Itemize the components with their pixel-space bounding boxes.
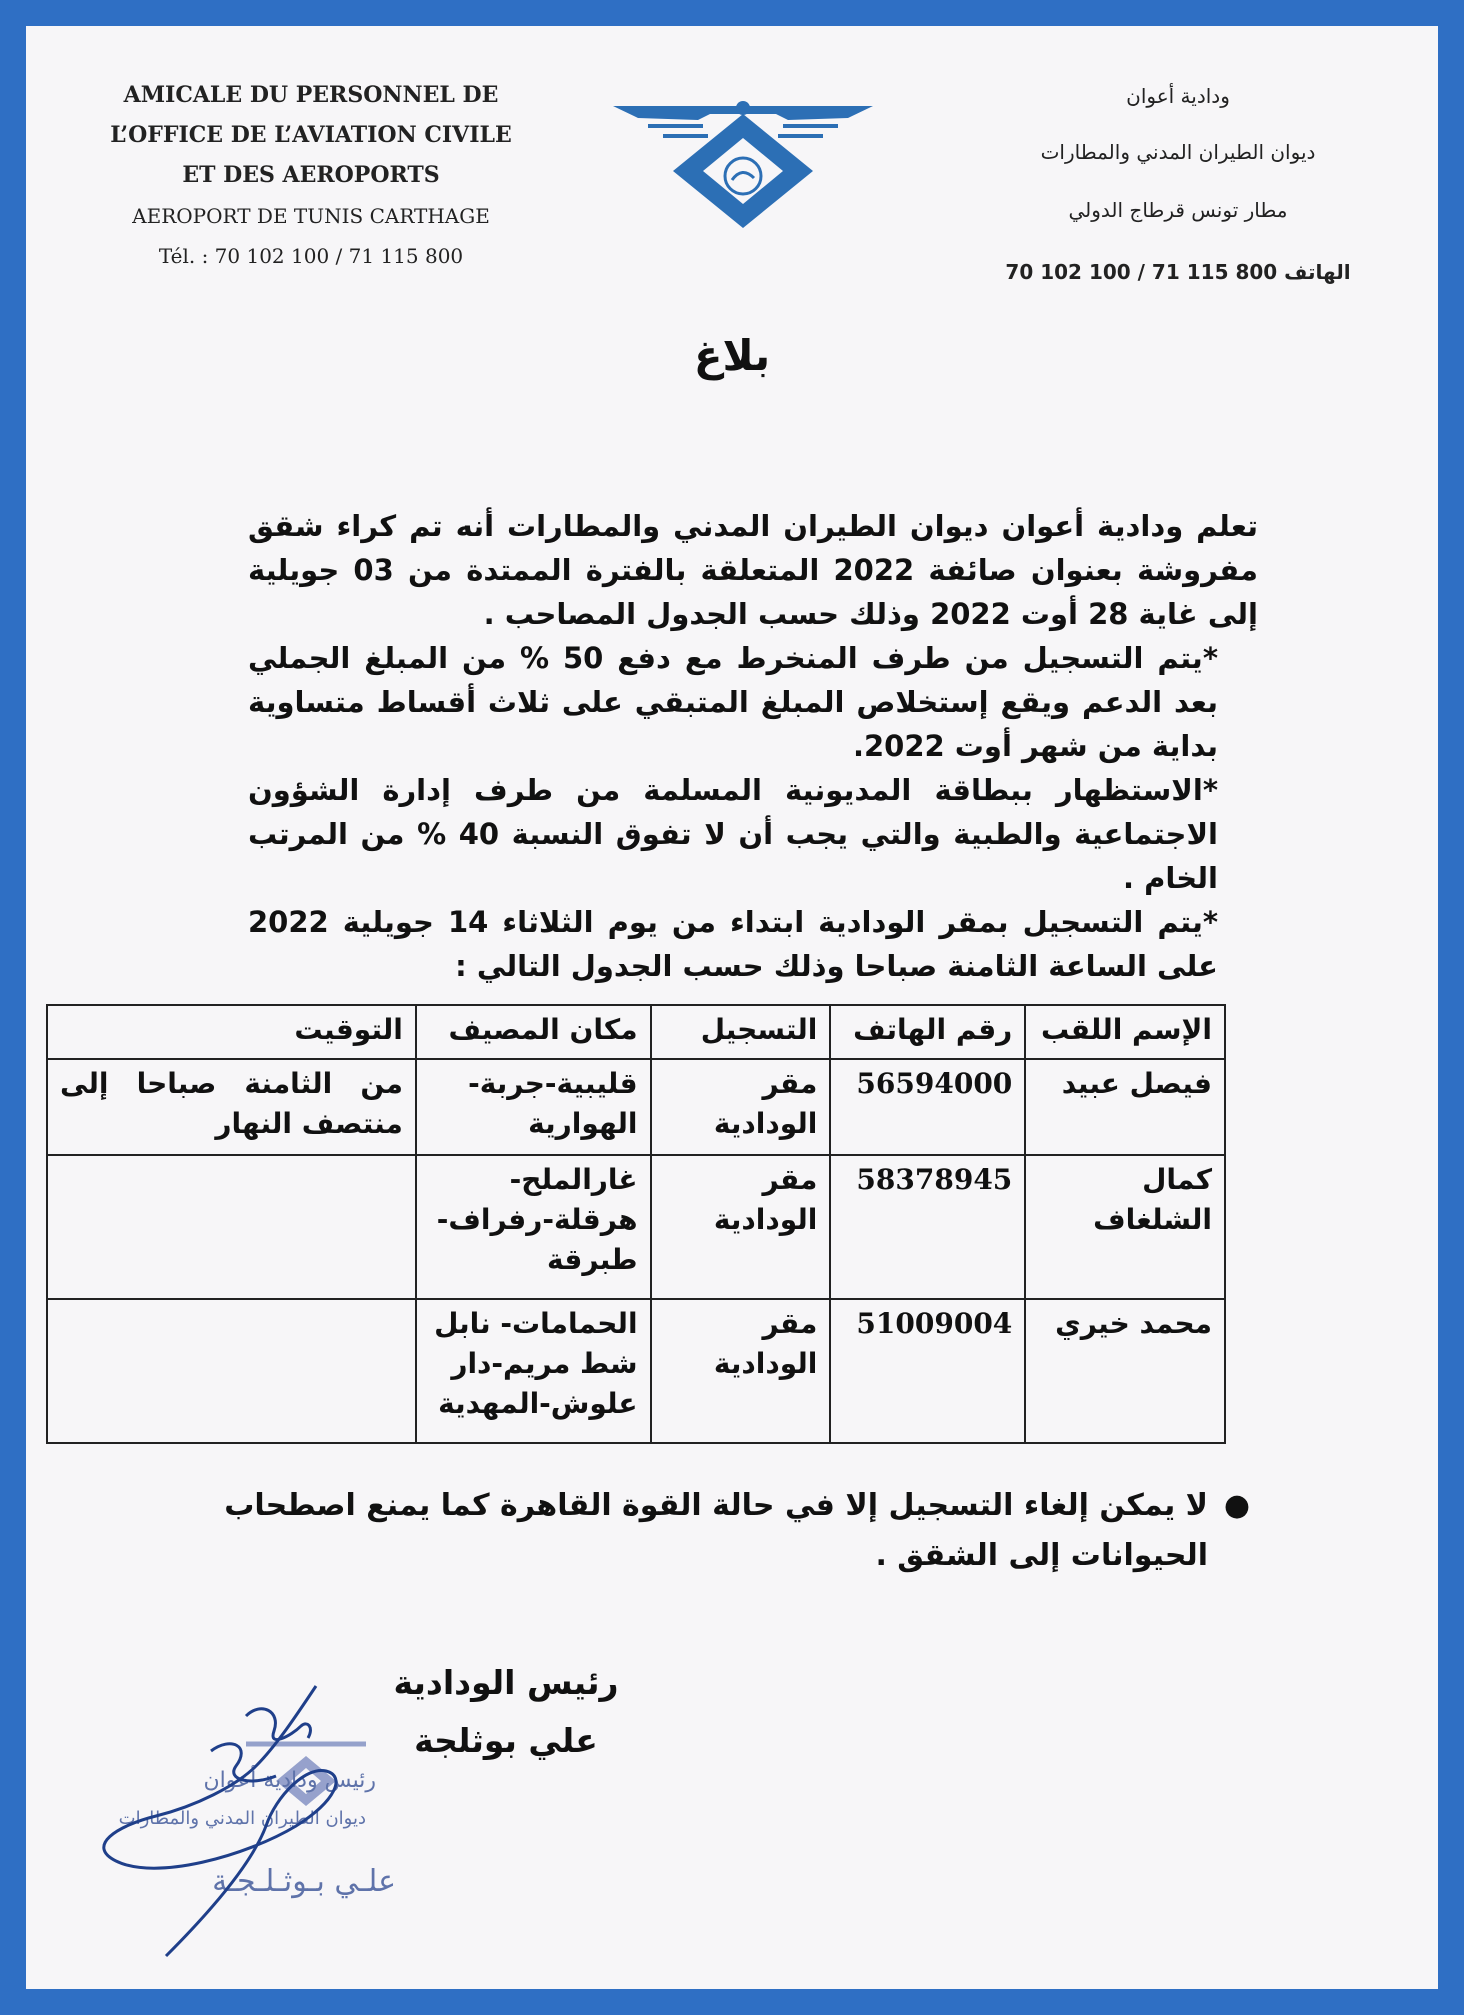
table-row [47,1155,1225,1299]
cell-time [47,1299,416,1443]
cell-time [47,1155,416,1299]
intro-paragraph-3: *الاستظهار ببطاقة المديونية المسلمة من طرف إدارة الشؤون الاجتماعية والطبية والتي يجب أن لا تفوق النسبة 40 % من المرتب الخام . [248,773,1218,895]
cell-registration: مقر الودادية [651,1155,831,1299]
stamp-line1: رئيس ودادية أعوان [203,1768,376,1793]
intro-paragraph-1: تعلم ودادية أعوان ديوان الطيران المدني والمطارات أنه تم كراء شقق مفروشة بعنوان صائفة 2022 المتعلقة بالفترة الممتدة من 03 جويلية إلى غاية 28 أوت 2022 وذلك حسب الجدول المصاحب . [248,509,1258,631]
table-header-row [47,1005,1225,1059]
intro-paragraph-4: *يتم التسجيل بمقر الودادية ابتداء من يوم الثلاثاء 14 جويلية 2022 على الساعة الثامنة صباحا وذلك حسب الجدول التالي : [248,905,1218,983]
cell-phone: 58378945 [830,1155,1025,1299]
header-phone: رقم الهاتف [830,1005,1025,1059]
signatory-name: علي بوثلجة [414,1721,598,1760]
cell-place: غارالملح-هرقلة-رفراف-طبرقة [416,1155,651,1299]
intro-text [248,504,1258,988]
header-fr-line1: AMICALE DU PERSONNEL DE [123,82,499,108]
cancellation-note [208,1481,1250,1581]
official-stamp [46,1656,526,1986]
stamp-line2: ديوان الطيران المدني والمطارات [118,1808,366,1829]
header-registration: التسجيل [651,1005,831,1059]
cell-time: من الثامنة صباحا إلى منتصف النهار [47,1059,416,1155]
document-title: بلاغ [693,331,771,380]
header-fr-line5: Tél. : 70 102 100 / 71 115 800 [158,244,464,268]
header-fr-line4: AEROPORT DE TUNIS CARTHAGE [132,204,490,228]
cell-name: كمال الشلغاف [1025,1155,1225,1299]
header-ar-line4: الهاتف 800 115 71 / 100 102 70 [1005,260,1351,284]
cell-phone: 56594000 [830,1059,1025,1155]
amicale-logo [608,96,878,236]
bullet-icon: ● [1223,1488,1250,1523]
table-row [47,1299,1225,1443]
intro-paragraph-2: *يتم التسجيل من طرف المنخرط مع دفع 50 % من المبلغ الجملي بعد الدعم ويقع إستخلاص المبلغ المتبقي على ثلاث أقساط متساوية بداية من شهر أوت 2022. [248,641,1218,763]
header-ar-line3: مطار تونس قرطاج الدولي [1068,198,1288,222]
header-time: التوقيت [47,1005,416,1059]
header-fr-line2: L’OFFICE DE L’AVIATION CIVILE [110,122,512,148]
header-ar-line2: ديوان الطيران المدني والمطارات [1040,140,1316,164]
header-ar-line1: ودادية أعوان [1126,84,1230,108]
document-page [26,26,1438,1989]
stamp-line3: علـي بـوثـلـجـة [212,1864,396,1899]
header-fr-line3: ET DES AEROPORTS [182,162,440,188]
cell-place: الحمامات- نابل شط مريم-دار علوش-المهدية [416,1299,651,1443]
cell-name: محمد خيري [1025,1299,1225,1443]
cell-registration: مقر الودادية [651,1059,831,1155]
cell-name: فيصل عبيد [1025,1059,1225,1155]
handwritten-signature [46,1656,526,1986]
note-text: لا يمكن إلغاء التسجيل إلا في حالة القوة القاهرة كما يمنع اصطحاب الحيوانات إلى الشقق . [224,1488,1208,1573]
signatory-role: رئيس الودادية [393,1663,619,1702]
cell-place: قليبية-جربة-الهوارية [416,1059,651,1155]
header-name: الإسم اللقب [1025,1005,1225,1059]
registration-table [46,1004,1226,1444]
header-place: مكان المصيف [416,1005,651,1059]
table-row [47,1059,1225,1155]
cell-registration: مقر الودادية [651,1299,831,1443]
cell-phone: 51009004 [830,1299,1025,1443]
